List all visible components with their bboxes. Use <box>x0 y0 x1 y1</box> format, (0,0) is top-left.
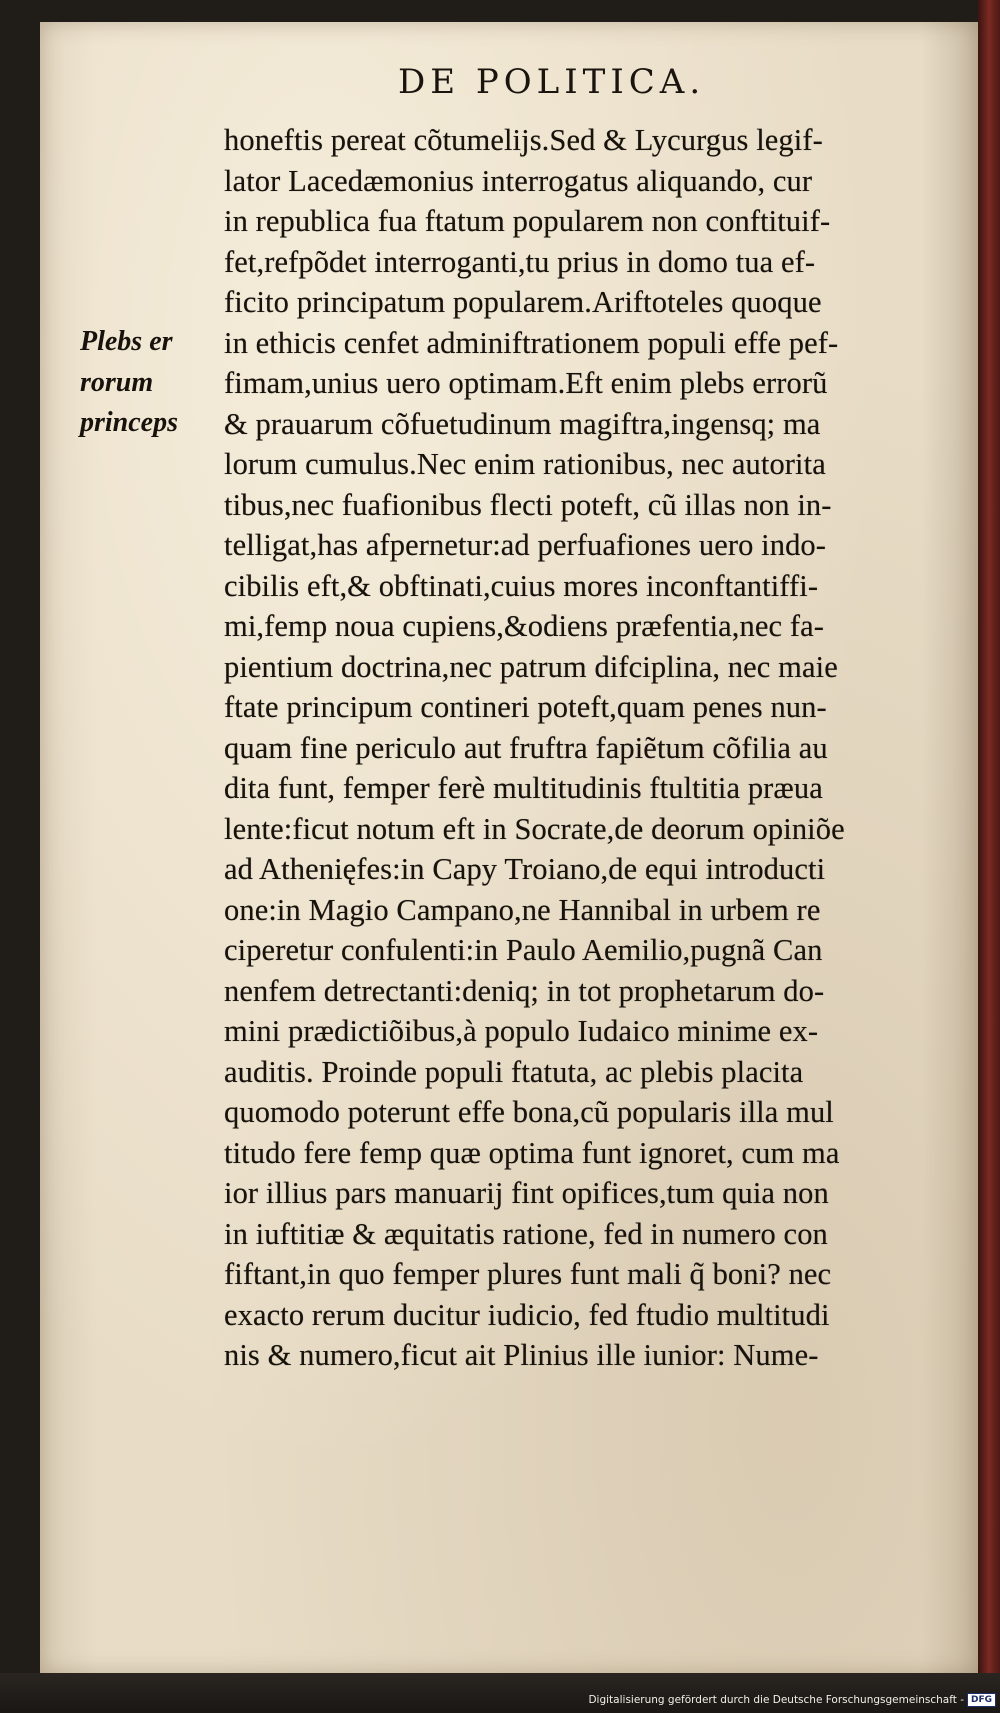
text-line: in ethicis cenfet adminiftrationem populi effe pef- <box>224 325 839 360</box>
text-line: one:in Magio Campano,ne Hannibal in urbem re <box>224 892 821 927</box>
text-line: lator Lacedæmonius interrogatus aliquando, cur <box>224 163 813 198</box>
text-line: fimam,unius uero optimam.Eft enim plebs errorũ <box>224 366 828 400</box>
text-line: ftate principum contineri poteft,quam penes nun- <box>224 690 827 724</box>
credit-text: Digitalisierung gefördert durch die Deutsche Forschungsgemeinschaft - <box>588 1694 964 1706</box>
text-line: dita funt, femper ferè multitudinis ftultitia præua <box>224 771 823 805</box>
text-line: titudo fere femp quæ optima funt ignoret, cum ma <box>224 1135 840 1170</box>
text-line: & prauarum cõfuetudinum magiftra,ingensq; ma <box>224 406 821 441</box>
marginal-note-line: princeps <box>80 407 178 438</box>
text-line: mini prædictiõibus,à populo Iudaico minime ex- <box>224 1014 819 1048</box>
text-line: fet,refpõdet interroganti,tu prius in domo tua ef- <box>224 244 816 279</box>
marginal-note-line: rorum <box>80 366 154 398</box>
text-line: ciperetur confulenti:in Paulo Aemilio,pugnã Can <box>224 933 823 967</box>
running-head: DE POLITICA. <box>398 62 706 102</box>
text-line: quomodo poterunt effe bona,cũ popularis illa mul <box>224 1095 834 1129</box>
marginal-note <box>80 322 220 444</box>
text-line: ficito principatum popularem.Ariftoteles quoque <box>224 285 822 319</box>
dfg-logo: DFG <box>967 1693 996 1707</box>
text-line: nis & numero,ficut ait Plinius ille iunior: Nume- <box>224 1338 819 1372</box>
text-line: mi,femp noua cupiens,&odiens præfentia,nec fa- <box>224 609 825 643</box>
text-line: telligat,has afpernetur:ad perfuafiones uero indo- <box>224 528 827 562</box>
binding-edge <box>978 0 1000 1713</box>
text-line: lente:ficut notum eft in Socrate,de deorum opiniõe <box>224 811 845 846</box>
text-line: exacto rerum ducitur iudicio, fed ftudio multitudi <box>224 1297 830 1332</box>
text-line: nenfem detrectanti:deniq; in tot prophetarum do- <box>224 973 825 1008</box>
text-line: in iuftitiæ & æquitatis ratione, fed in numero con <box>224 1216 828 1251</box>
text-line: ad Athenięfes:in Capy Troiano,de equi introducti <box>224 852 826 886</box>
text-line: ior illius pars manuarij fint opifices,tum quia non <box>224 1176 829 1210</box>
text-line: in republica fua ftatum popularem non conftituif- <box>224 204 831 238</box>
text-line: cibilis eft,& obftinati,cuius mores inconftantiffi- <box>224 568 819 603</box>
text-line: tibus,nec fuafionibus flecti poteft, cũ illas non in- <box>224 487 832 522</box>
digitization-credit <box>588 1693 996 1707</box>
body-text <box>224 120 944 1376</box>
text-line: fiftant,in quo femper plures funt mali q̃ boni? nec <box>224 1257 832 1291</box>
marginal-note-line: Plebs er <box>80 326 173 357</box>
text-line: pientium doctrina,nec patrum difciplina, nec maie <box>224 649 838 684</box>
text-line: auditis. Proinde populi ftatuta, ac plebis placita <box>224 1054 804 1089</box>
text-line: honeftis pereat cõtumelijs.Sed & Lycurgus legif- <box>224 123 823 157</box>
text-line: quam fine periculo aut fruftra fapiẽtum cõfilia au <box>224 730 828 765</box>
text-line: lorum cumulus.Nec enim rationibus, nec autorita <box>224 447 826 481</box>
